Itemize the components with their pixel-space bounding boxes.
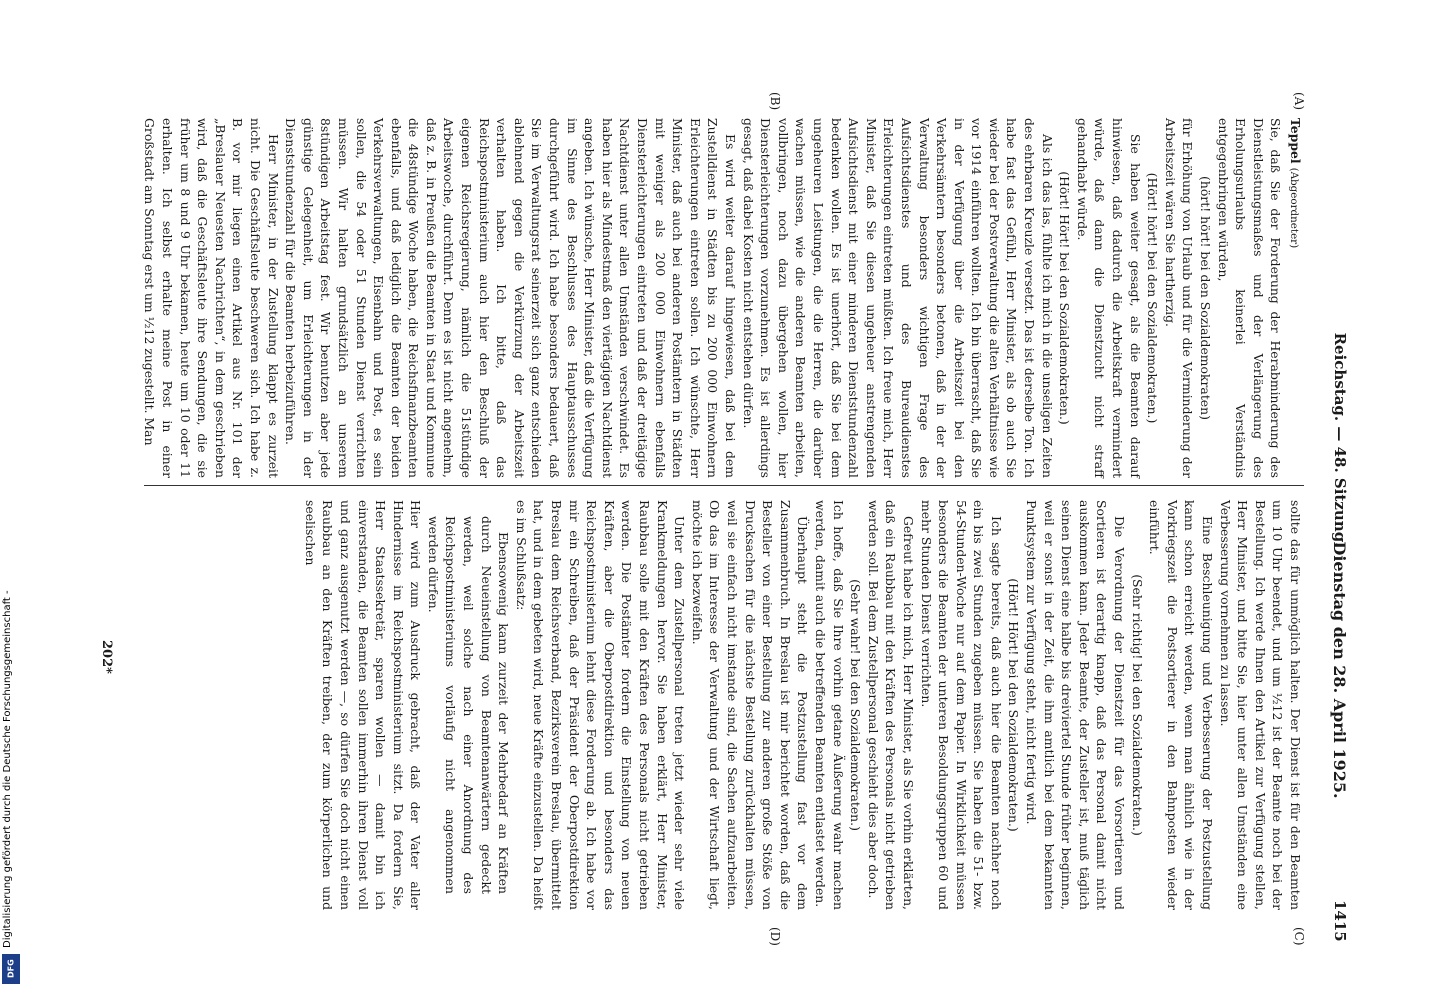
dfg-logo: DFG [2,954,20,984]
paragraph: Unter dem Zustellpersonal treten jetzt wieder sehr viele Krankmeldungen hervor. Sie haben erklärt, Herr Minister, Raubbau solle mit den Kräften des Personals nicht getrieben werden. Die Postämter fordern die Einstellung von neuen Kräften, aber die Oberpostdirektion und besonders das Reichspostministerium lehnt diese Forderung ab. Ich habe vor mir ein Schreiben, daß der Präsident der Oberpostdirektion Breslau dem Reichsverband, Bezirksverein Breslau, übermittelt hat, und in dem gebeten wird, neue Kräfte einzustellen. Da heißt es im Schlußsatz: [513,500,688,910]
credit-text: Digitalisierung gefördert durch die Deutsche Forschungsgemeinschaft - [2,590,13,948]
digitization-credit [0,378,24,988]
paragraph: Als ich das las, fühlte ich mich in die unseligen Zeiten des ehrbaren Kreuzle versetzt. Das ist derselbe Ton. Ich habe fast das Gefühl, Herr Minister, als ob auch Sie wieder bei der Postverwaltung die alten Verhältnisse wie vor 1914 einführen wollten. Ich bin überrascht, daß Sie in der Verfügung über die Arbeitszeit bei den Verkehrsämtern besonders betonen, daß in der der Verwaltung besonders wichtigen Frage des Aufsichtsdienstes und des Bureaudienstes Erleichterungen eintreten müßten. Ich freue mich, Herr Minister, daß Sie diesen ungeheuer anstrengenden Aufsichtsdienst mit einer minderen Dienststundenzahl bedenken wollen. Es ist unerhört, daß Sie bei dem ungeheuren Leistungen, die die Herren, die darüber wachen müssen, wie die anderen Beamten arbeiten, vollbringen, noch dazu übergehen wollen, hier Diensterleichterungen vorzunehmen. Es ist allerdings gesagt, daß dabei Kosten nicht entstehen dürfen. [740,118,1055,478]
paragraph: Sie, daß Sie der Forderung der Herabminderung des Dienstleistungsmaßes und der Verlängerung des Erholungsurlaubs keinerlei Verständnis entgegenbringen würden, [1215,118,1284,478]
paragraph: Ich sagte bereits, daß auch hier die Beamten nachher noch ein bis zwei Stunden zugeben müssen. Sie haben die 51- bzw. 54-Stunden-Woche nur auf dem Papier. In Wirklichkeit müssen besonders die Beamten der unteren Besoldungsgruppen 60 und mehr Stunden Dienst verrichten. [918,500,1004,910]
margin-marker-d: (D) [768,927,782,946]
speaker-name: Teppel [1288,118,1303,164]
paragraph: Sie haben weiter gesagt, als die Beamten darauf hinwiesen, daß dadurch die Arbeitskraft vermindert würde, daß dann die Dienstzucht nicht straff gehandhabt würde. [1074,118,1143,478]
header-left: Reichstag. — 48. Sitzung. [1331,332,1349,548]
quotation: Ebensowenig kann zurzeit der Mehrbedarf an Kräften durch Neueinstellung von Beamtenanwärtern gedeckt werden, weil solche nach einer Anordnung des Reichspostministeriums vorläufig nicht angenommen werden dürfen. [425,516,512,894]
interjection: (Hört! hört! bei den Sozialdemokraten.) [1145,172,1161,424]
header-center: Dienstag den 28. April 1925. [1330,541,1349,799]
interjection: (Sehr richtig! bei den Sozialdemokraten.) [1129,574,1145,836]
paragraph: Die Verordnung der Dienstzeit für das Vorsortieren und Sortieren ist derartig knapp, daß das Personal damit nicht auskommen kann. Jeder Beamte, der Zusteller ist, muß täglich seinen Dienst eine halbe bis dreiviertel Stunde früher beginnen, weil er sonst in der Zeit, die ihm amtlich bei dem bekannten Punktsystem zur Verfügung steht, nicht fertig wird. [1024,500,1128,910]
margin-marker-b: (B) [768,92,782,111]
paragraph: Überhaupt steht die Postzustellung fast vor dem Zusammenbruch. In Breslau ist mir berichtet worden, daß die Besteller von einer Bestellung zur anderen große Stöße von Drucksachen für die nächste Bestellung zurückhalten müssen, weil sie einfach nicht imstande sind, die Sachen aufzuarbeiten. Ob das im Interesse der Verwaltung und der Wirtschaft liegt, möchte ich bezweifeln. [689,500,811,910]
paragraph: Es wird weiter darauf hingewiesen, daß bei dem Zustelldienst in Städten bis zu 200 000 Einwohnern Erleichterungen eintreten sollen. Ich wünschte, Herr Minister, daß auch bei anderen Postämtern in Städten mit weniger als 200 000 Einwohnern ebenfalls Diensterleichterungen eintreten und daß der dreitägige Nachtdienst unter allen Umständen verschwindet. Es haben hier als Mindestmaß den viertägigen Nachtdienst angeben. Ich wünsche, Herr Minister, daß die Verfügung im Sinne des Beschlusses des Hauptausschusses durchgeführt wird. Ich habe besonders bedauert, daß Sie im Verwaltungsrat seinerzeit sich ganz entschieden ablehnend gegen die Verkürzung der Arbeitszeit verhalten haben. Ich bitte, daß das Reichspostministerium auch hier den Beschluß der eigenen Reichsregierung, nämlich die 51stündige Arbeitswoche, durchführt. Denn es ist nicht angenehm, daß z. B. in Preußen die Beamten in Staat und Kommune die 48stündige Woche haben, die Reichsfinanzbeamten ebenfalls, und daß lediglich die Beamten der beiden Verkehrsverwaltungen, Eisenbahn und Post, es sein sollen, die 54 oder 51 Stunden Dienst verrichten müssen. Wir halten grundsätzlich an unserem 8stündigen Arbeitstag fest. Wir benutzen aber jede günstige Gelegenheit, um Erleichterungen in der Dienststundenzahl für die Beamten herbeizuführen. [283,118,738,478]
footer-page-number: 202* [99,640,114,674]
margin-marker-c: (C) [1292,927,1306,946]
paragraph: Herr Minister, in der Zustellung klappt es zurzeit nicht. Die Geschäftsleute beschweren sich. Ich habe z. B. vor mir liegen einen Artikel aus Nr. 101 der „Breslauer Neuesten Nachrichten“, in dem geschrieben wird, daß die Geschäftsleute ihre Sendungen, die sie früher um 8 und 9 Uhr bekamen, heute um 10 oder 11 erhalten. Ich selbst erhalte meine Post in einer Großstadt am Sonntag erst um ½12 zugestellt. Man [142,118,281,478]
interjection: (Sehr wahr! bei den Sozialdemokraten.) [848,579,864,831]
speaker-line [1284,118,1304,478]
paragraph: Hier wird zum Ausdruck gebracht, daß der Vater aller Hindernisse im Reichspostministerium sitzt. Da fordern Sie, Herr Staatssekretär, sparen wollen — damit bin ich einverstanden, die Beamten sollen immerhin ihren Dienst voll und ganz ausgenutzt werden —, so dürfen Sie doch nicht einen Raubbau an den Kräften treiben, der zum körperlichen und seelischen [302,500,424,910]
column-divider [144,485,1304,486]
interjection: (Hört! Hört! bei den Sozialdemokraten.) [1006,578,1022,832]
left-column [144,118,1304,478]
margin-marker-a: (A) [1292,92,1306,111]
paragraph: Ich hoffe, daß Sie Ihre vorhin getane Äußerung wahr machen werden, damit auch die betreffenden Beamten entlastet werden. [812,500,846,910]
interjection: (hört! hört! bei den Sozialdemokraten) [1198,176,1214,420]
paragraph: Gefreut habe ich mich, Herr Minister, als Sie vorhin erklärten, daß ein Raubbau mit den Kräften des Personals nicht getrieben werden soll. Bei dem Zustellpersonal geschieht dies aber doch. [865,500,916,910]
paragraph: Eine Beschleunigung und Verbesserung der Postzustellung kann schon erreicht werden, wenn man ähnlich wie in der Vorkriegszeit die Postsortierer in den Bahnposten wieder einführt. [1147,500,1216,910]
paragraph: sollte das für unmöglich halten. Der Dienst ist für den Beamten um 10 Uhr beendet, und um ½12 ist der Beamte noch bei der Bestellung. Ich werde Ihnen den Artikel zur Verfügung stellen, Herr Minister, und bitte Sie, hier unter allen Umständen eine Verbesserung vornehmen zu lassen. [1217,500,1303,910]
interjection: (Hört! Hört! bei den Sozialdemokraten.) [1057,171,1073,425]
paragraph: für Erhöhung von Urlaub und für die Verminderung der Arbeitszeit wären Sie hartherzig. [1162,118,1196,478]
right-column [144,500,1304,910]
page-number: 1415 [1331,900,1349,942]
speaker-note: (Abgeordneter) [1288,167,1300,249]
